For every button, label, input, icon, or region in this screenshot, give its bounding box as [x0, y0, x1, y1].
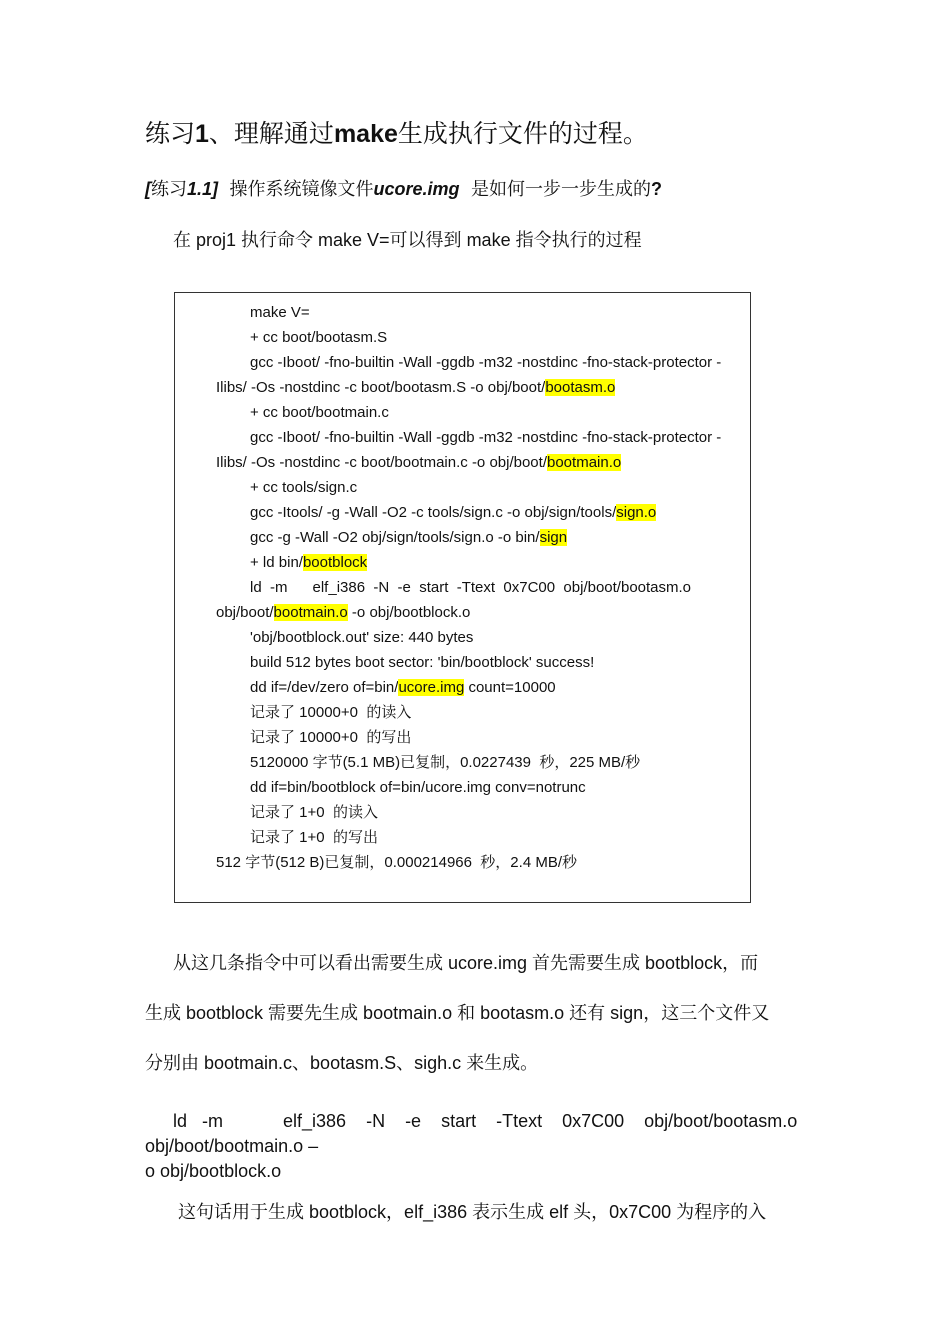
log-line: gcc -Iboot/ -fno-builtin -Wall -ggdb -m32 -nostdinc -fno-stack-protector -	[250, 354, 722, 371]
intro-text: 在 proj1 执行命令 make V=可以得到 make 指令执行的过程	[173, 230, 642, 250]
log-line: build 512 bytes boot sector: 'bin/bootblock' success!	[250, 654, 595, 671]
log-line: 'obj/bootblock.out' size: 440 bytes	[250, 629, 474, 646]
log-line: 记录了 10000+0 的写出	[250, 729, 412, 746]
highlight: bootasm.o	[545, 379, 616, 396]
highlight: ucore.img	[398, 679, 465, 696]
log-line: 记录了 1+0 的写出	[250, 829, 378, 846]
section-title: 练习1、理解通过make生成执行文件的过程。	[145, 119, 648, 148]
log-line: ld -m elf_i386 -N -e start -Ttext 0x7C00 obj/boot/bootasm.o	[250, 579, 692, 596]
highlight: sign	[539, 529, 568, 546]
exercise-heading: [练习1.1] 操作系统镜像文件ucore.img 是如何一步一步生成的?	[145, 179, 662, 200]
log-line: gcc -Itools/ -g -Wall -O2 -c tools/sign.c -o obj/sign/tools/sign.o	[250, 504, 657, 521]
explanation-text: 这句话用于生成 bootblock，elf_i386 表示生成 elf 头，0x7C00 为程序的入	[178, 1202, 767, 1222]
log-line: 记录了 1+0 的读入	[250, 804, 378, 821]
log-line: dd if=bin/bootblock of=bin/ucore.img conv=notrunc	[250, 779, 586, 796]
log-line: + cc boot/bootasm.S	[250, 329, 388, 346]
paragraph-line: 从这几条指令中可以看出需要生成 ucore.img 首先需要生成 bootblock，而	[173, 953, 759, 973]
highlight: bootmain.o	[547, 454, 622, 471]
log-line: make V=	[250, 304, 310, 321]
log-line: 512 字节(512 B)已复制，0.000214966 秒，2.4 MB/秒	[216, 854, 577, 871]
log-line: + cc tools/sign.c	[250, 479, 358, 496]
paragraph-line: 分别由 bootmain.c、bootasm.S、sigh.c 来生成。	[145, 1053, 539, 1073]
log-line: + ld bin/bootblock	[250, 554, 368, 571]
log-line: obj/boot/bootmain.o -o obj/bootblock.o	[216, 604, 471, 621]
command-line: ld -m elf_i386 -N -e start -Ttext 0x7C00 obj/boot/bootasm.o	[173, 1111, 798, 1131]
log-line: gcc -g -Wall -O2 obj/sign/tools/sign.o -o bin/sign	[250, 529, 568, 546]
build-log-box	[174, 292, 751, 903]
highlight: bootblock	[302, 554, 368, 571]
log-line: + cc boot/bootmain.c	[250, 404, 389, 421]
highlight: sign.o	[616, 504, 657, 521]
command-line: obj/boot/bootmain.o –	[145, 1136, 319, 1156]
log-line: dd if=/dev/zero of=bin/ucore.img count=10000	[250, 679, 556, 696]
log-line: gcc -Iboot/ -fno-builtin -Wall -ggdb -m32 -nostdinc -fno-stack-protector -	[250, 429, 722, 446]
log-line: 5120000 字节(5.1 MB)已复制，0.0227439 秒，225 MB/秒	[250, 754, 641, 771]
highlight: bootmain.o	[273, 604, 348, 621]
paragraph-line: 生成 bootblock 需要先生成 bootmain.o 和 bootasm.o 还有 sign，这三个文件又	[145, 1003, 770, 1023]
log-line: Ilibs/ -Os -nostdinc -c boot/bootmain.c -o obj/boot/bootmain.o	[216, 454, 622, 471]
command-line: o obj/bootblock.o	[145, 1161, 282, 1181]
log-line: 记录了 10000+0 的读入	[250, 704, 412, 721]
log-line: Ilibs/ -Os -nostdinc -c boot/bootasm.S -o obj/boot/bootasm.o	[216, 379, 616, 396]
